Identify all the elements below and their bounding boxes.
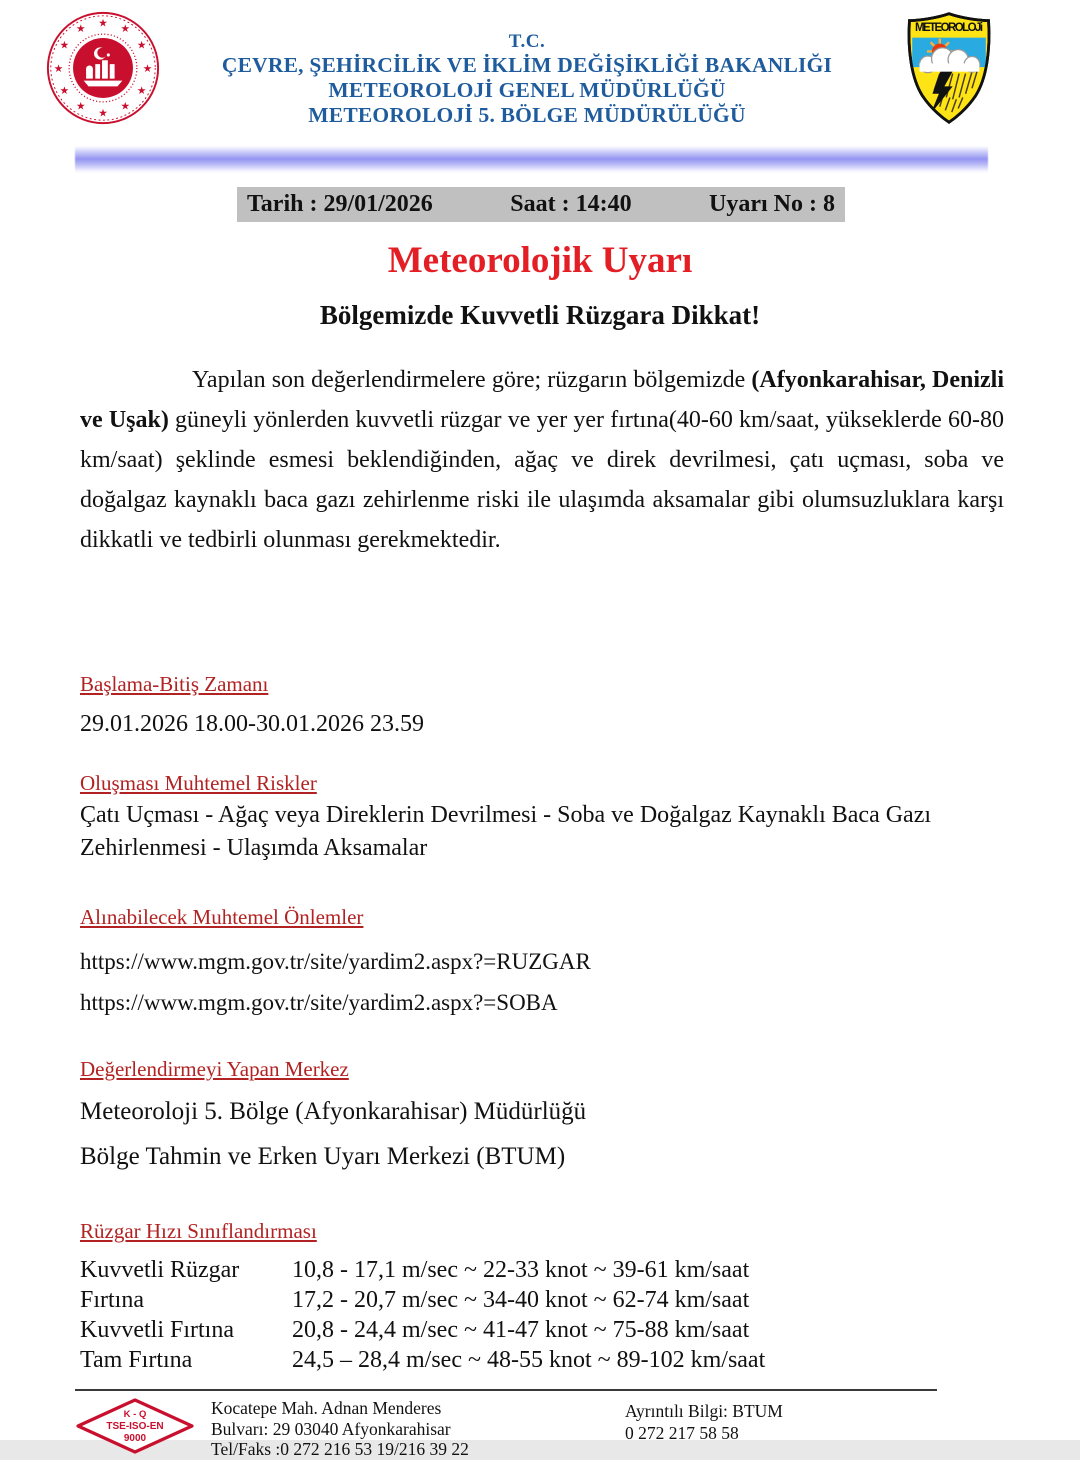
precaution-link-soba: https://www.mgm.gov.tr/site/yardim2.aspx?=SOBA — [80, 990, 558, 1015]
header-tc: T.C. — [508, 31, 546, 52]
gradient-divider — [75, 146, 988, 173]
footer-address-line1: Kocatepe Mah. Adnan Menderes — [211, 1398, 442, 1418]
header-org-titles — [161, 10, 893, 128]
document-footer — [75, 1389, 937, 1460]
section-heading-wind-classification: Rüzgar Hızı Sınıflandırması — [80, 1219, 317, 1243]
info-bar-warning-no: Uyarı No : 8 — [709, 191, 835, 217]
wind-class-value: 20,8 - 24,4 m/sec ~ 41-47 knot ~ 75-88 km/saat — [292, 1317, 750, 1343]
section-heading-precautions: Alınabilecek Muhtemel Önlemler — [80, 905, 364, 929]
table-row — [80, 1255, 765, 1285]
header-directorate: METEOROLOJİ GENEL MÜDÜRLÜĞÜ — [328, 78, 726, 102]
svg-text:★: ★ — [98, 16, 108, 30]
paragraph-provinces-bold: (Afyonkarahisar, Denizli ve Uşak) — [80, 367, 1004, 433]
shield-label: METEOROLOJi — [914, 22, 984, 35]
svg-text:★: ★ — [142, 61, 153, 75]
svg-text:★: ★ — [76, 99, 86, 113]
svg-text:★: ★ — [98, 106, 108, 120]
table-row — [80, 1345, 765, 1375]
wind-class-label: Fırtına — [80, 1287, 144, 1313]
tse-iso-en-9000-icon — [75, 1398, 195, 1454]
wind-class-value: 17,2 - 20,7 m/sec ~ 34-40 knot ~ 62-74 km/saat — [292, 1287, 750, 1313]
ministry-seal-icon — [45, 10, 161, 126]
svg-text:★: ★ — [76, 22, 86, 36]
footer-phone: 0 272 217 58 58 — [625, 1423, 739, 1443]
info-bar — [237, 187, 845, 222]
wind-class-value: 10,8 - 17,1 m/sec ~ 22-33 knot ~ 39-61 km/saat — [292, 1257, 750, 1283]
tse-top-label: K - Q — [123, 1409, 147, 1420]
svg-text:★: ★ — [136, 38, 147, 52]
start-end-value: 29.01.2026 18.00-30.01.2026 23.59 — [80, 711, 424, 737]
table-row — [80, 1285, 765, 1315]
warning-paragraph — [80, 360, 1004, 560]
paragraph-part1: Yapılan son değerlendirmelere göre; rüzgarın bölgemizde — [192, 367, 752, 393]
wind-class-label: Tam Fırtına — [80, 1347, 193, 1373]
table-row — [80, 1315, 765, 1345]
paragraph-part2: güneyli yönlerden kuvvetli rüzgar ve yer yer fırtına(40-60 km/saat, yükseklerde 60-80 km/saat) şeklinde esmesi beklendiğinden, ağaç ve direk devrilmesi, çatı uçması, soba ve doğalgaz kaynaklı baca gazı zehirlenme riski ile ulaşımda aksamalar gibi olumsuzluklara karşı dikkatli ve tedbirli olunması gerekmektedir. — [80, 407, 1004, 553]
footer-address — [211, 1398, 469, 1460]
footer-address-line2: Bulvarı: 29 03040 Afyonkarahisar — [211, 1418, 451, 1439]
wind-class-label: Kuvvetli Fırtına — [80, 1317, 234, 1343]
svg-text:★: ★ — [53, 61, 64, 75]
center-line1: Meteoroloji 5. Bölge (Afyonkarahisar) Müdürlüğü — [80, 1098, 587, 1125]
wind-classification-table — [80, 1255, 765, 1375]
svg-text:★: ★ — [59, 84, 70, 98]
header-region: METEOROLOJİ 5. BÖLGE MÜDÜRÜLÜĞÜ — [308, 103, 746, 127]
precaution-link-ruzgar: https://www.mgm.gov.tr/site/yardim2.aspx?=RUZGAR — [80, 949, 591, 974]
footer-info-label: Ayrıntılı Bilgi: BTUM — [625, 1401, 783, 1421]
document-header — [0, 0, 1080, 132]
wind-class-label: Kuvvetli Rüzgar — [80, 1257, 240, 1283]
info-bar-time: Saat : 14:40 — [510, 191, 632, 217]
footer-address-line3: Tel/Faks :0 272 216 53 19/216 39 22 — [211, 1439, 469, 1459]
section-heading-risks: Oluşması Muhtemel Riskler — [80, 771, 317, 795]
svg-text:★: ★ — [120, 99, 130, 113]
footer-contact — [625, 1400, 783, 1444]
wind-class-value: 24,5 – 28,4 m/sec ~ 48-55 knot ~ 89-102 km/saat — [292, 1347, 766, 1373]
svg-text:★: ★ — [120, 22, 130, 36]
meteoroloji-shield-icon — [903, 10, 995, 126]
tse-mid-label: TSE-ISO-EN — [106, 1421, 164, 1432]
page-title: Meteorolojik Uyarı — [387, 240, 693, 281]
svg-text:★: ★ — [59, 38, 70, 52]
info-bar-date: Tarih : 29/01/2026 — [247, 191, 433, 217]
page-subtitle: Bölgemizde Kuvvetli Rüzgara Dikkat! — [319, 300, 761, 330]
section-heading-center: Değerlendirmeyi Yapan Merkez — [80, 1057, 349, 1081]
risks-value: Çatı Uçması - Ağaç veya Direklerin Devrilmesi - Soba ve Doğalgaz Kaynaklı Baca Gazı Zehirlenmesi - Ulaşımda Aksamalar — [80, 802, 932, 861]
header-ministry: ÇEVRE, ŞEHİRCİLİK VE İKLİM DEĞİŞİKLİĞİ BAKANLIĞI — [221, 53, 833, 77]
svg-text:★: ★ — [136, 84, 147, 98]
section-heading-start-end: Başlama-Bitiş Zamanı — [80, 672, 269, 696]
tse-bottom-label: 9000 — [123, 1433, 147, 1444]
center-line2: Bölge Tahmin ve Erken Uyarı Merkezi (BTUM) — [80, 1143, 566, 1170]
